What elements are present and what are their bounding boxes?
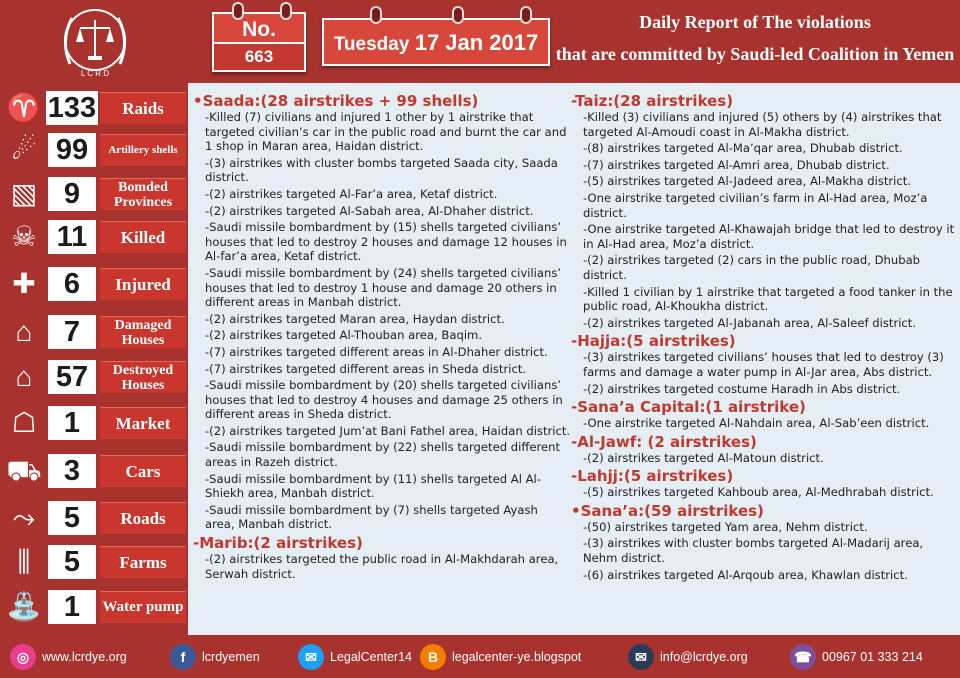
violation-item: -(3) airstrikes with cluster bombs targeted Al-Madarij area, Nehm district. bbox=[583, 536, 924, 566]
violation-item: -(2) airstrikes targeted Maran area, Haydan district. bbox=[205, 311, 505, 326]
violation-item: -(7) airstrikes targeted different areas in Sheda district. bbox=[205, 361, 527, 376]
stat-label: Destroyed Houses bbox=[100, 361, 186, 393]
region-heading: -Sana’a Capital:(1 airstrike) bbox=[571, 398, 806, 417]
stat-value: 1 bbox=[48, 590, 96, 624]
email-icon: ✉ bbox=[628, 644, 654, 670]
violation-item: -(3) airstrikes with cluster bombs targeted Saada city, Saada district. bbox=[205, 155, 558, 185]
stat-value: 11 bbox=[48, 220, 96, 254]
stat-label: Raids bbox=[100, 92, 186, 124]
twitter-icon: ✉ bbox=[298, 644, 324, 670]
violation-item: -(7) airstrikes targeted different areas in Al-Dhaher district. bbox=[205, 344, 548, 359]
stat-value: 5 bbox=[48, 501, 96, 535]
header bbox=[0, 0, 960, 83]
stat-roads bbox=[0, 497, 188, 539]
damaged-house-icon: ⌂ bbox=[15, 316, 33, 347]
region-heading: -Taiz:(28 airstrikes) bbox=[571, 92, 734, 110]
contact-footer bbox=[0, 635, 960, 678]
stat-value: 99 bbox=[48, 133, 96, 167]
violation-item: -(8) airstrikes targeted Al-Ma’qar area, Dhubab district. bbox=[583, 141, 903, 156]
footer-link-viber[interactable] bbox=[790, 644, 923, 670]
footer-link-text: info@lcrdye.org bbox=[660, 650, 748, 664]
violation-item: -(2) airstrikes targeted Al-Sabah area, Al-Dhaher district. bbox=[205, 203, 534, 218]
stat-label: Market bbox=[100, 407, 186, 439]
binder-ring-icon bbox=[232, 2, 244, 20]
region-heading: •Sana’a:(59 airstrikes) bbox=[571, 501, 764, 520]
stat-value: 3 bbox=[48, 454, 96, 488]
footer-link-text: legalcenter-ye.blogspot bbox=[452, 650, 582, 664]
stat-value: 1 bbox=[48, 406, 96, 440]
report-date-box bbox=[322, 18, 550, 66]
shop-icon: ☖ bbox=[11, 407, 37, 438]
facebook-icon: f bbox=[170, 644, 196, 670]
report-title-line2: that are committed by Saudi-led Coalition in Yemen bbox=[555, 44, 955, 64]
goat-icon: ♈ bbox=[6, 92, 42, 123]
viber-icon: ☎ bbox=[790, 644, 816, 670]
region-heading: -Marib:(2 airstrikes) bbox=[193, 534, 363, 553]
footer-link-email[interactable] bbox=[628, 644, 748, 670]
farm-fence-icon: ⫼ bbox=[17, 546, 31, 577]
car-icon: ⛟ bbox=[6, 455, 42, 486]
violation-item: -(2) airstrikes targeted the public road in Al-Makhdarah area, Serwah district. bbox=[205, 552, 559, 581]
region-heading: -Lahjj:(5 airstrikes) bbox=[571, 467, 734, 486]
region-heading: -Hajja:(5 airstrikes) bbox=[571, 332, 736, 351]
stat-market bbox=[0, 402, 188, 444]
binder-ring-icon bbox=[520, 6, 532, 24]
stat-destroyed-houses bbox=[0, 356, 188, 398]
violation-item: -Killed 1 civilian by 1 airstrike that targeted a food tanker in the public road, Al-Khoukha district. bbox=[583, 284, 953, 314]
footer-link-facebook[interactable] bbox=[170, 644, 260, 670]
yemen-map-icon: ▧ bbox=[10, 178, 38, 209]
violation-item: -Saudi missile bombardment by (24) shells targeted civilians’ houses that led to destroy 1 house and damage 20 others in different areas in Manbah district. bbox=[205, 265, 562, 310]
stat-label: Cars bbox=[100, 455, 186, 487]
stat-water-pump bbox=[0, 586, 188, 628]
svg-text:L C R D: L C R D bbox=[80, 69, 110, 78]
violation-item: -(6) airstrikes targeted Al-Arqoub area, Khawlan district. bbox=[583, 567, 908, 582]
blogger-icon: B bbox=[420, 644, 446, 670]
statistics-sidebar bbox=[0, 83, 188, 635]
violation-item: -Saudi missile bombardment by (7) shells targeted Ayash area, Manbah district. bbox=[205, 502, 538, 532]
violation-item: -(2) airstrikes targeted Al-Far’a area, Ketaf district. bbox=[205, 186, 498, 201]
report-date: 17 Jan 2017 bbox=[414, 30, 539, 55]
violation-item: -Saudi missile bombardment by (15) shells targeted civilians’ houses that led to destroy 2 houses and damage 12 houses in Al-far’a area, Ketaf district. bbox=[205, 220, 567, 264]
stat-label: Farms bbox=[100, 546, 186, 578]
road-icon: ⤳ bbox=[12, 502, 36, 533]
killed-person-icon: ☠ bbox=[11, 221, 37, 252]
violation-item: -(2) airstrikes targeted Jum’at Bani Fathel area, Haidan district. bbox=[205, 423, 571, 438]
region-heading: •Saada:(28 airstrikes + 99 shells) bbox=[193, 92, 479, 110]
stat-value: 133 bbox=[47, 92, 97, 124]
violation-item: -(50) airstrikes targeted Yam area, Nehm district. bbox=[583, 519, 868, 534]
stat-value: 5 bbox=[48, 545, 96, 579]
stat-label: Artillery shells bbox=[100, 134, 186, 166]
report-column-left bbox=[193, 91, 571, 583]
violation-item: -Saudi missile bombardment by (22) shells targeted different areas in Razeh district. bbox=[205, 440, 561, 470]
footer-link-text: 00967 01 333 214 bbox=[822, 650, 923, 664]
dribbble-icon: ◎ bbox=[10, 644, 36, 670]
footer-link-dribbble[interactable] bbox=[10, 644, 127, 670]
report-number-value: 663 bbox=[244, 47, 274, 66]
report-title-line1: Daily Report of The violations bbox=[639, 12, 871, 32]
report-date-day: Tuesday bbox=[333, 34, 410, 55]
stat-value: 6 bbox=[48, 267, 96, 301]
stat-damaged-houses bbox=[0, 311, 188, 353]
stat-label: Bomded Provinces bbox=[100, 178, 186, 210]
artillery-icon: ☄ bbox=[11, 134, 37, 165]
footer-link-twitter[interactable] bbox=[298, 644, 412, 670]
violation-item: -Killed (7) civilians and injured 1 other by 1 airstrike that targeted civilian’s car in the public road and burnt the car and 1 shop in Maran area, Haidan district. bbox=[205, 110, 567, 154]
region-heading: -Al-Jawf: (2 airstrikes) bbox=[571, 432, 757, 451]
injured-person-icon: ✚ bbox=[12, 268, 36, 299]
violation-item: -(7) airstrikes targeted Al-Amri area, Dhubab district. bbox=[583, 157, 890, 172]
report-content bbox=[188, 83, 960, 635]
violation-item: -(2) airstrikes targeted Al-Matoun district. bbox=[583, 450, 824, 465]
stat-label: Killed bbox=[100, 221, 186, 253]
footer-link-text: LegalCenter14 bbox=[330, 650, 413, 664]
binder-ring-icon bbox=[280, 2, 292, 20]
violation-item: -(2) airstrikes targeted Al-Thouban area, Baqim. bbox=[205, 328, 483, 343]
violation-item: -(3) airstrikes targeted civilians’ houses that led to destroy (3) farms and damage a water pump in Al-Jar area, Abs district. bbox=[583, 350, 944, 379]
stat-bomded-provinces bbox=[0, 173, 188, 215]
stat-label: Injured bbox=[100, 268, 186, 300]
stat-raids bbox=[0, 87, 188, 129]
report-title bbox=[555, 6, 955, 70]
report-column-right bbox=[571, 91, 958, 584]
stat-cars bbox=[0, 450, 188, 492]
water-pump-icon: ⛲ bbox=[6, 591, 42, 622]
stat-value: 57 bbox=[48, 360, 96, 394]
report-number-label: No. bbox=[214, 14, 304, 44]
stat-killed bbox=[0, 216, 188, 258]
binder-ring-icon bbox=[452, 6, 464, 24]
violation-item: -Saudi missile bombardment by (11) shells targeted Al Al-Shiekh area, Manbah district. bbox=[205, 471, 541, 501]
stat-label: Roads bbox=[100, 502, 186, 534]
stat-injured bbox=[0, 263, 188, 305]
footer-link-text: lcrdyemen bbox=[202, 650, 260, 664]
violation-item: -One airstrike targeted Al-Khawajah bridge that led to destroy it in Al-Had area, Moz’a district. bbox=[583, 222, 955, 251]
violation-item: -(2) airstrikes targeted Al-Jabanah area, Al-Saleef district. bbox=[583, 315, 917, 330]
violation-item: -(5) airstrikes targeted Kahboub area, Al-Medhrabah district. bbox=[583, 485, 934, 500]
stat-value: 9 bbox=[48, 177, 96, 211]
violation-item: -Killed (3) civilians and injured (5) others by (4) airstrikes that targeted Al-Amoudi coast in Al-Makha district. bbox=[583, 110, 942, 139]
violation-item: -One airstrike targeted civilian’s farm in Al-Had area, Moz’a district. bbox=[583, 190, 928, 220]
stat-label: Water pump bbox=[100, 591, 186, 623]
report-number-box bbox=[212, 12, 306, 72]
destroyed-house-icon: ⌂ bbox=[15, 361, 33, 392]
violation-item: -(5) airstrikes targeted Al-Jadeed area, Al-Makha district. bbox=[583, 174, 911, 189]
stat-value: 7 bbox=[48, 315, 96, 349]
binder-ring-icon bbox=[370, 6, 382, 24]
violation-item: -One airstrike targeted Al-Nahdain area, Al-Sab’een district. bbox=[583, 416, 930, 431]
footer-link-blogger[interactable] bbox=[420, 644, 581, 670]
stat-artillery-shells bbox=[0, 129, 188, 171]
stat-farms bbox=[0, 541, 188, 583]
violation-item: -Saudi missile bombardment by (20) shells targeted civilians’ houses that led to destroy 4 houses and damage 25 others in different areas in Sheda district. bbox=[205, 378, 563, 422]
lcrd-logo bbox=[50, 4, 140, 80]
footer-link-text: www.lcrdye.org bbox=[42, 650, 127, 664]
violation-item: -(2) airstrikes targeted costume Haradh in Abs district. bbox=[583, 381, 901, 396]
stat-label: Damaged Houses bbox=[100, 316, 186, 348]
violation-item: -(2) airstrikes targeted (2) cars in the public road, Dhubab district. bbox=[583, 253, 921, 282]
